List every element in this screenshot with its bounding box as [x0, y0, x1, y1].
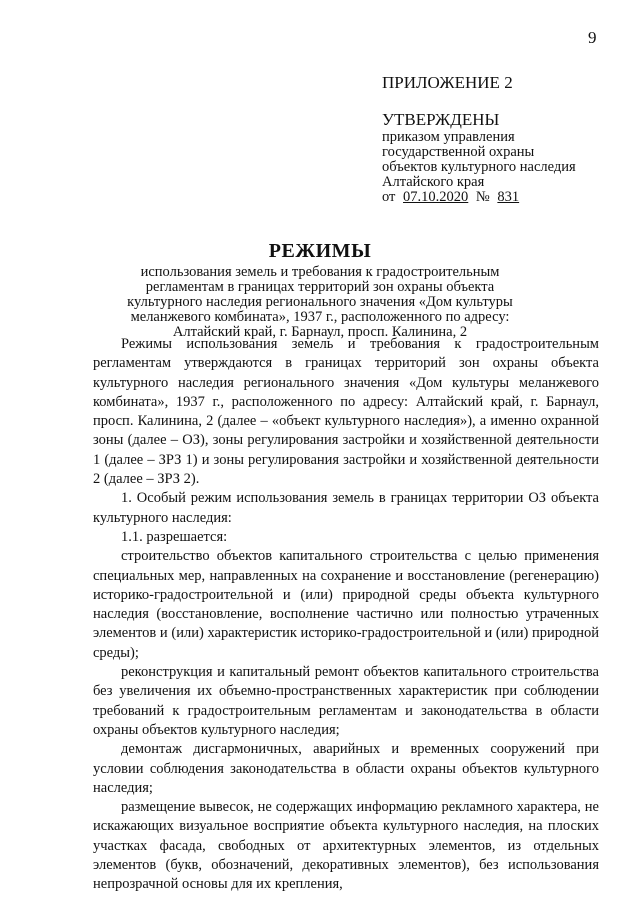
- paragraph: 1. Особый режим использования земель в границах территории ОЗ объекта культурного наследия:: [93, 490, 599, 526]
- approved-heading: УТВЕРЖДЕНЫ: [382, 110, 500, 129]
- appendix-heading: ПРИЛОЖЕНИЕ 2: [382, 73, 513, 92]
- order-line: объектов культурного наследия: [382, 159, 576, 175]
- document-body: [93, 335, 599, 895]
- subtitle-line: культурного наследия регионального значения «Дом культуры: [127, 294, 513, 310]
- paragraph: 1.1. разрешается:: [121, 528, 228, 545]
- document-title: РЕЖИМЫ: [268, 240, 372, 262]
- date-prefix: от: [382, 189, 396, 205]
- page-number: 9: [588, 28, 597, 47]
- approval-block: [382, 75, 576, 205]
- paragraph: строительство объектов капитального строительства с целью применения специальных мер, направленных на сохранение и восстановление (регенерацию) историко-градостроительной и (или) природной среды объекта культурного наследия (восстановление, восполнение частично или полностью утраченных элементов и (или) характеристик историко-градостроительной и (или) природной среды);: [93, 548, 599, 661]
- order-date: 07.10.2020: [403, 189, 469, 205]
- order-line: Алтайского края: [382, 174, 485, 190]
- number-sign: №: [475, 189, 490, 205]
- paragraph: демонтаж дисгармоничных, аварийных и временных сооружений при условии соблюдения законодательства в области охраны объектов культурного наследия;: [93, 741, 599, 796]
- subtitle-line: меланжевого комбината», 1937 г., расположенного по адресу:: [130, 309, 510, 325]
- subtitle-line: использования земель и требования к градостроительным: [140, 264, 500, 280]
- order-number: 831: [497, 189, 520, 205]
- subtitle-line: регламентам в границах территорий зон охраны объекта: [145, 279, 495, 295]
- title-block: [110, 240, 530, 340]
- paragraph: Режимы использования земель и требования к градостроительным регламентам утверждаются в границах территорий зон охраны объекта культурного наследия регионального значения «Дом культуры меланжевого комбината», 1937 г., расположенного по адресу: Алтайский край, г. Барнаул, просп. Калинина, 2 (далее – «объект культурного наследия»), а именно охранной зоны (далее – ОЗ), зоны регулирования застройки и хозяйственной деятельности 1 (далее – ЗРЗ 1) и зоны регулирования застройки и хозяйственной деятельности 2 (далее – ЗРЗ 2).: [93, 336, 599, 488]
- order-line: государственной охраны: [382, 144, 535, 160]
- paragraph: размещение вывесок, не содержащих информацию рекламного характера, не искажающих визуальное восприятие объекта культурного наследия, на плоских участках фасада, свободных от архитектурных элементов, из отдельных элементов (букв, обозначений, декоративных элементов), без использования непрозрачной основы для их крепления,: [93, 799, 599, 893]
- subtitle-line: Алтайский край, г. Барнаул, просп. Калинина, 2: [172, 324, 468, 340]
- order-line: приказом управления: [382, 129, 515, 145]
- paragraph: реконструкция и капитальный ремонт объектов капитального строительства без увеличения их объемно-пространственных характеристик при соблюдении требований к градостроительным регламентам и законодательства в области охраны объектов культурного наследия;: [93, 664, 599, 738]
- order-reference: [382, 190, 576, 205]
